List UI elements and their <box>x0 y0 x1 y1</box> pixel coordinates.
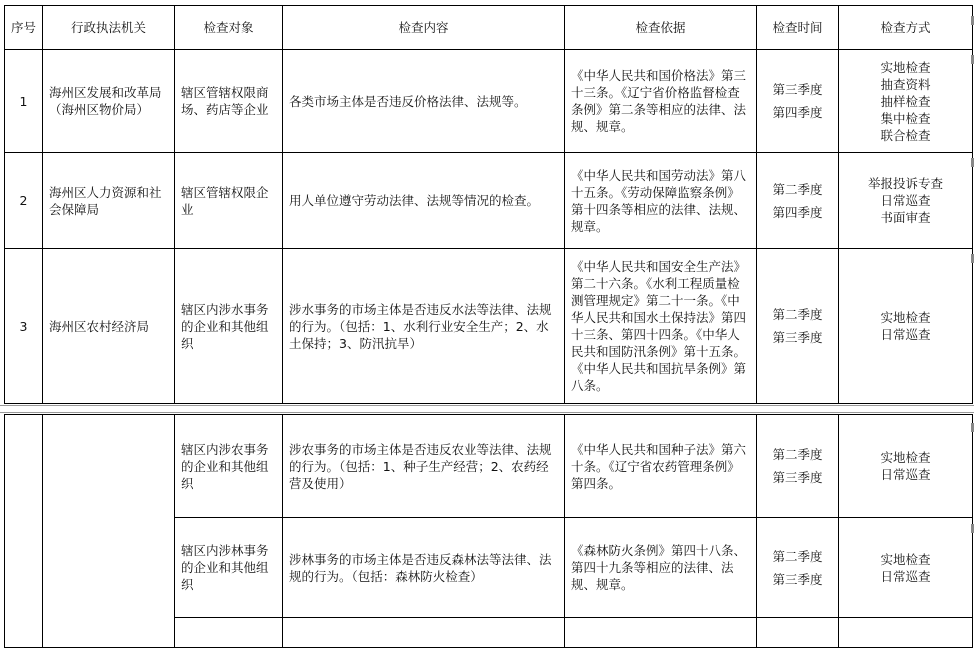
row-content-empty <box>283 618 565 648</box>
header-target: 检查对象 <box>175 6 283 50</box>
row-target: 辖区内涉农事务的企业和其他组织 <box>175 415 283 518</box>
row-times <box>757 415 839 518</box>
row-methods <box>839 50 973 153</box>
time-item: 第三季度 <box>772 470 823 485</box>
time-item: 第三季度 <box>772 330 823 345</box>
row-basis: 《森林防火条例》第四十八条、第四十九条等相应的法律、法规、规章。 <box>565 518 757 618</box>
method-item: 实地检查 <box>880 551 931 567</box>
row-basis: 《中华人民共和国劳动法》第八十五条。《劳动保障监察条例》第十四条等相应的法律、法规、规章。 <box>565 153 757 249</box>
method-item: 实地检查 <box>880 310 931 325</box>
row-no: 2 <box>5 153 43 249</box>
method-item: 日常巡查 <box>880 327 931 342</box>
inspection-table-page-1 <box>4 5 973 404</box>
table-row <box>5 153 973 249</box>
method-item: 实地检查 <box>880 450 931 465</box>
row-methods <box>839 518 973 618</box>
time-item: 第二季度 <box>772 307 823 322</box>
row-target: 辖区内涉林事务的企业和其他组织 <box>175 518 283 618</box>
row-methods-empty <box>839 618 973 648</box>
time-item: 第四季度 <box>772 204 823 220</box>
row-basis: 《中华人民共和国种子法》第六十条。《辽宁省农药管理条例》第四条。 <box>565 415 757 518</box>
method-item: 书面审查 <box>880 210 931 225</box>
table-row <box>5 415 973 518</box>
page-break <box>0 405 974 413</box>
header-agency: 行政执法机关 <box>43 6 175 50</box>
row-content: 各类市场主体是否违反价格法律、法规等。 <box>283 50 565 153</box>
header-content: 检查内容 <box>283 6 565 50</box>
row-agency: 海州区农村经济局 <box>43 249 175 404</box>
row-agency: 海州区人力资源和社会保障局 <box>43 153 175 249</box>
row-agency: 海州区发展和改革局（海州区物价局） <box>43 50 175 153</box>
inspection-table-page-2 <box>4 414 973 648</box>
time-item: 第三季度 <box>772 82 823 97</box>
header-row <box>5 6 973 50</box>
method-item: 举报投诉专查 <box>867 176 943 191</box>
time-item: 第二季度 <box>772 447 823 462</box>
method-item: 集中检查 <box>880 110 931 126</box>
method-item: 日常巡查 <box>880 193 931 208</box>
time-item: 第二季度 <box>772 548 823 564</box>
row-no: 3 <box>5 249 43 404</box>
method-item: 抽样检查 <box>880 93 931 109</box>
row-basis: 《中华人民共和国安全生产法》第二十六条。《水利工程质量检测管理规定》第二十一条。《中华人民共和国水土保持法》第四十三条、第四十四条。《中华人民共和国防汛条例》第十五条。《中华人民共和国抗旱条例》第八条。 <box>565 249 757 404</box>
row-times <box>757 518 839 618</box>
row-no: 1 <box>5 50 43 153</box>
row-no-empty <box>5 415 43 648</box>
row-basis: 《中华人民共和国价格法》第三十三条。《辽宁省价格监督检查条例》第二条等相应的法律、法规、规章。 <box>565 50 757 153</box>
row-target: 辖区管辖权限商场、药店等企业 <box>175 50 283 153</box>
row-times <box>757 50 839 153</box>
header-no: 序号 <box>5 6 43 50</box>
header-time: 检查时间 <box>757 6 839 50</box>
row-times-empty <box>757 618 839 648</box>
row-times <box>757 249 839 404</box>
table-row <box>5 50 973 153</box>
row-target: 辖区内涉水事务的企业和其他组织 <box>175 249 283 404</box>
time-item: 第四季度 <box>772 105 823 120</box>
method-item: 联合检查 <box>880 127 931 143</box>
row-times <box>757 153 839 249</box>
header-basis: 检查依据 <box>565 6 757 50</box>
row-basis-empty <box>565 618 757 648</box>
row-content: 用人单位遵守劳动法律、法规等情况的检查。 <box>283 153 565 249</box>
method-item: 日常巡查 <box>880 568 931 584</box>
row-target: 辖区管辖权限企业 <box>175 153 283 249</box>
table-row <box>5 249 973 404</box>
time-item: 第二季度 <box>772 181 823 197</box>
row-content: 涉林事务的市场主体是否违反森林法等法律、法规的行为。（包括：森林防火检查） <box>283 518 565 618</box>
row-agency-empty <box>43 415 175 648</box>
row-content: 涉农事务的市场主体是否违反农业等法律、法规的行为。（包括：1、种子生产经营；2、农药经营及使用） <box>283 415 565 518</box>
method-item: 日常巡查 <box>880 467 931 482</box>
method-item: 抽查资料 <box>880 76 931 92</box>
row-methods <box>839 249 973 404</box>
row-content: 涉水事务的市场主体是否违反水法等法律、法规的行为。（包括：1、水利行业安全生产；2、水土保持；3、防汛抗旱） <box>283 249 565 404</box>
method-item: 实地检查 <box>880 59 931 75</box>
time-item: 第三季度 <box>772 571 823 587</box>
row-methods <box>839 153 973 249</box>
header-method: 检查方式 <box>839 6 973 50</box>
row-target-empty <box>175 618 283 648</box>
row-methods <box>839 415 973 518</box>
